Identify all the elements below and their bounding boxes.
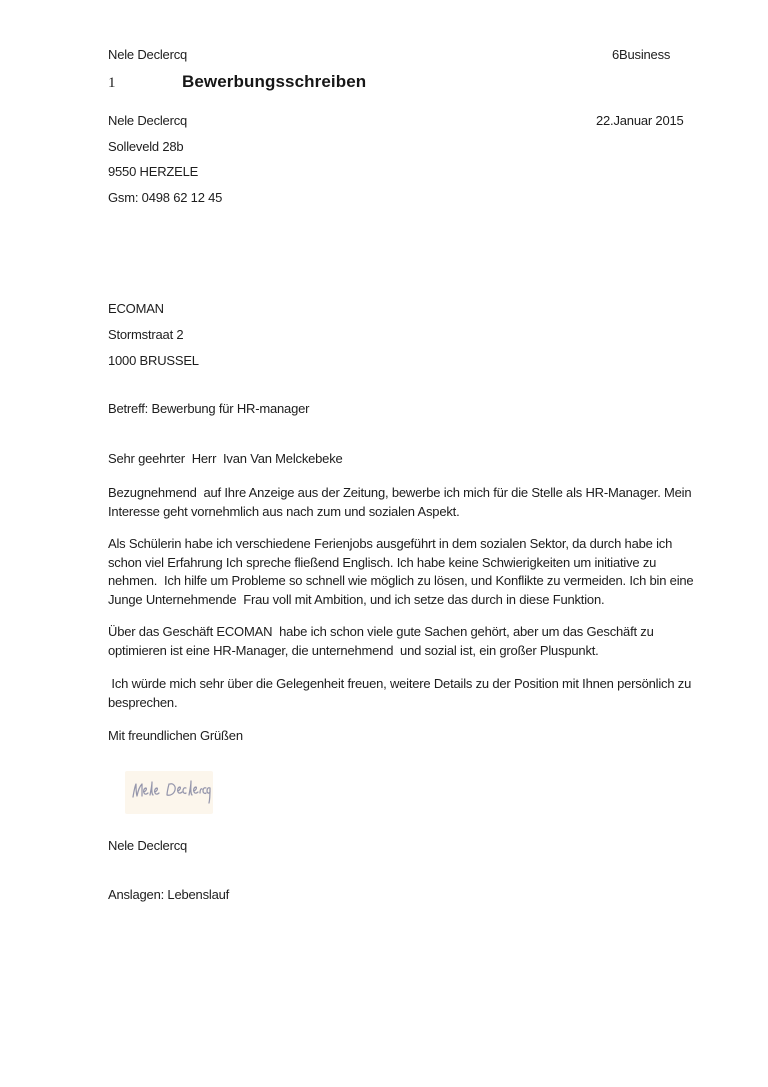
heading-number: 1 [108,75,116,91]
header-course: 6Business [612,47,671,62]
salutation: Sehr geehrter Herr Ivan Van Melckebeke [108,451,343,466]
body-paragraph-2: Als Schülerin habe ich verschiedene Ferienjobs ausgeführt in dem sozialen Sektor, da durch habe ich schon viel Erfahrung Ich spreche fließend Englisch. Ich habe keine Schwierigkeiten um initiative zu nehmen. Ich hilfe um Probleme so schnell wie möglich zu lösen, und Konflikte zu vermeiden. Ich bin eine Junge Unternehmende Frau voll mit Ambition, und ich setze das durch in diese Funktion. [108,536,697,607]
header-author: Nele Declercq [108,47,188,62]
recipient-company: ECOMAN [108,301,164,316]
sender-phone: Gsm: 0498 62 12 45 [108,190,223,205]
heading-title: Bewerbungsschreiben [182,72,367,91]
sender-city: 9550 HERZELE [108,164,199,179]
letter-date: 22.Januar 2015 [596,113,684,128]
signature-image [124,769,216,817]
enclosure-line: Anslagen: Lebenslauf [108,887,230,902]
signer-name: Nele Declercq [108,838,188,853]
recipient-city: 1000 BRUSSEL [108,353,199,368]
body-paragraph-4: Ich würde mich sehr über die Gelegenheit freuen, weitere Details zu der Position mit Ihnen persönlich zu besprechen. [108,676,695,710]
recipient-street: Stormstraat 2 [108,327,184,342]
sender-street: Solleveld 28b [108,139,184,154]
subject-line: Betreff: Bewerbung für HR-manager [108,401,310,416]
closing-formula: Mit freundlichen Grüßen [108,728,243,743]
body-paragraph-3: Über das Geschäft ECOMAN habe ich schon viele gute Sachen gehört, aber um das Geschäft zu optimieren ist eine HR-Manager, die unternehmend und sozial ist, ein großer Pluspunkt. [108,624,661,658]
body-paragraph-1: Bezugnehmend auf Ihre Anzeige aus der Zeitung, bewerbe ich mich für die Stelle als HR-Manager. Mein Interesse geht vornehmlich aus nach zum und sozialen Aspekt. [108,485,695,519]
sender-name: Nele Declercq [108,113,188,128]
